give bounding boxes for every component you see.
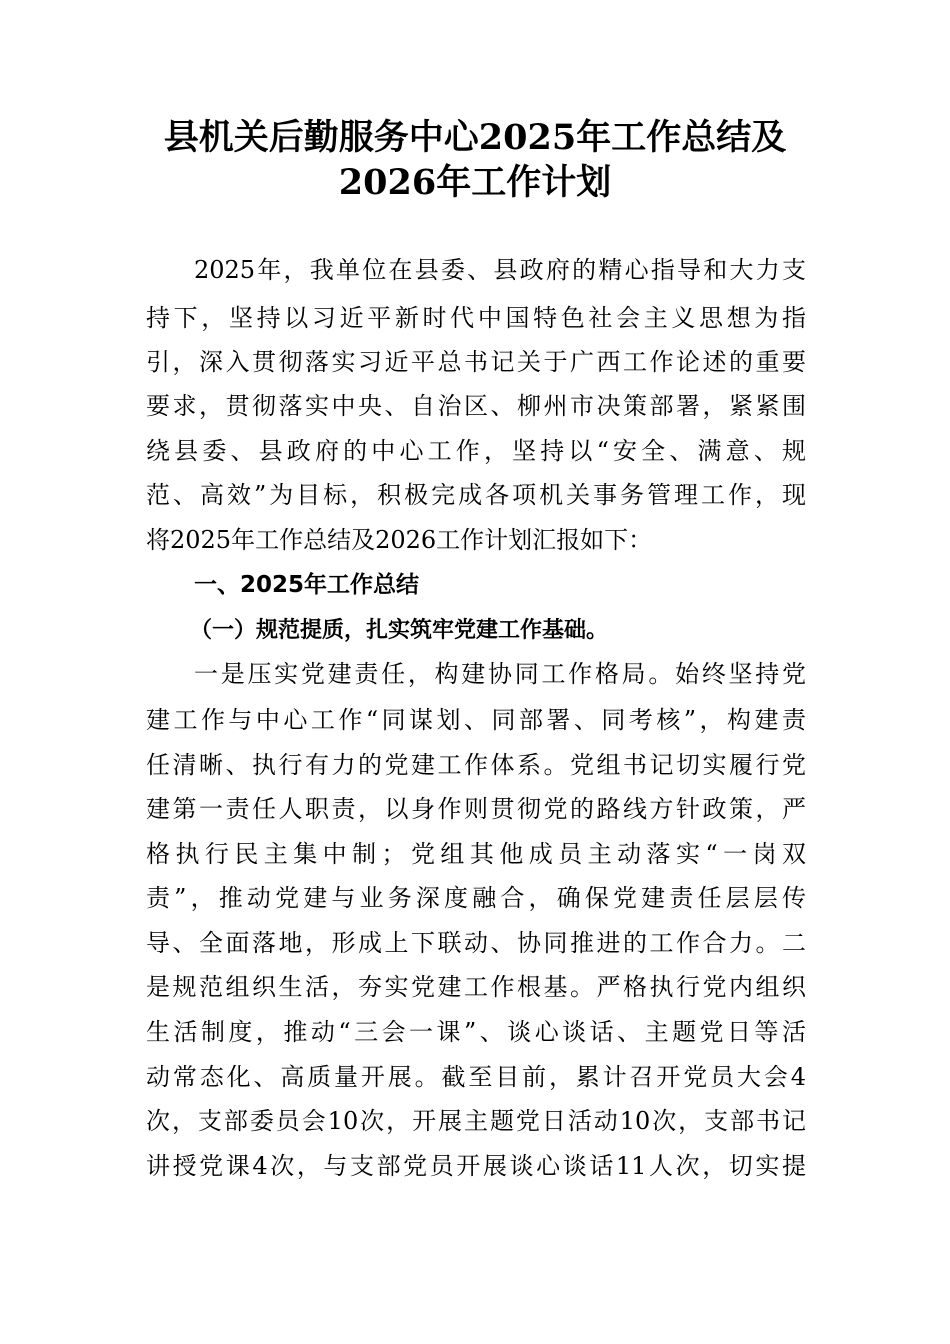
body-line: 动常态化、高质量开展。截至目前，累计召开党员大会4 [146, 1063, 806, 1091]
intro-line: 绕县委、县政府的中心工作，坚持以“安全、满意、规 [146, 437, 806, 465]
intro-line: 要求，贯彻落实中央、自治区、柳州市决策部署，紧紧围 [146, 392, 806, 420]
intro-line: 引，深入贯彻落实习近平总书记关于广西工作论述的重要 [146, 348, 806, 376]
body-line: 建工作与中心工作“同谋划、同部署、同考核”，构建责 [146, 706, 806, 734]
intro-line: 范、高效”为目标，积极完成各项机关事务管理工作，现 [146, 481, 806, 509]
body-line: 建第一责任人职责，以身作则贯彻党的路线方针政策，严 [146, 795, 806, 823]
body-line: 任清晰、执行有力的党建工作体系。党组书记切实履行党 [146, 751, 806, 779]
body-line: 一是压实党建责任，构建协同工作格局。始终坚持党 [194, 660, 806, 688]
body-line: 格执行民主集中制；党组其他成员主动落实“一岗双 [146, 840, 806, 868]
subsection-heading: （一）规范提质，扎实筑牢党建工作基础。 [190, 617, 609, 643]
document-title-line-1: 县机关后勤服务中心2025年工作总结及 [163, 117, 787, 158]
intro-line: 持下，坚持以习近平新时代中国特色社会主义思想为指 [146, 304, 806, 332]
body-line: 生活制度，推动“三会一课”、谈心谈话、主题党日等活 [146, 1018, 806, 1046]
body-line: 责”，推动党建与业务深度融合，确保党建责任层层传 [146, 884, 806, 912]
section-heading: 一、2025年工作总结 [194, 572, 420, 598]
body-line: 讲授党课4次，与支部党员开展谈心谈话11人次，切实提 [146, 1152, 806, 1180]
intro-line: 2025年，我单位在县委、县政府的精心指导和大力支 [194, 256, 806, 284]
body-line: 次，支部委员会10次，开展主题党日活动10次，支部书记 [146, 1107, 806, 1135]
document-title-line-2: 2026年工作计划 [338, 162, 612, 203]
intro-line: 将2025年工作总结及2026工作计划汇报如下： [146, 526, 653, 554]
body-line: 导、全面落地，形成上下联动、协同推进的工作合力。二 [146, 929, 806, 957]
body-line: 是规范组织生活，夯实党建工作根基。严格执行党内组织 [146, 973, 806, 1001]
